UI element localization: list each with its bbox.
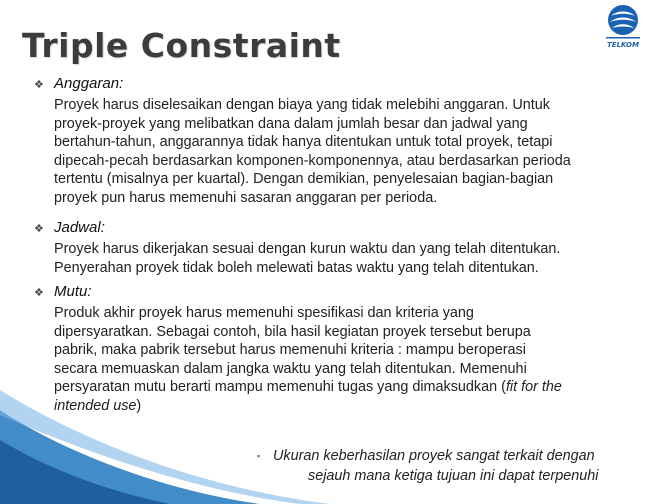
text-line: Penyerahan proyek tidak boleh melewati batas waktu yang telah ditentukan.: [54, 259, 539, 276]
text-line: dipersyaratkan. Sebagai contoh, bila hasil kegiatan proyek tersebut berupa: [54, 323, 531, 340]
text-line: pabrik, maka pabrik tersebut harus memenuhi kriteria : mampu beroperasi: [54, 342, 526, 359]
note-bullet-icon: ▪: [257, 451, 261, 461]
text-line: [54, 397, 644, 416]
bullet-text-mutu: [54, 304, 644, 416]
text-line: bertahun-tahun, anggarannya tidak hanya ditentukan untuk total proyek, tetapi: [54, 134, 553, 151]
bullet-heading-mutu: Mutu:: [54, 283, 92, 300]
text-line: [54, 378, 644, 397]
text-line: Produk akhir proyek harus memenuhi spesifikasi dan kriteria yang: [54, 305, 474, 321]
text-line: Proyek harus dikerjakan sesuai dengan kurun waktu dan yang telah ditentukan.: [54, 241, 561, 257]
text-segment: ): [136, 397, 142, 414]
text-segment: persyaratan mutu berarti mampu memenuhi tugas yang dimaksudkan (: [54, 379, 506, 396]
bullet-heading-jadwal: Jadwal:: [54, 219, 105, 236]
logo-caption: TELKOM: [607, 41, 639, 49]
page-title: Triple Constraint: [22, 26, 341, 65]
bullet-marker-icon: ❖: [34, 222, 44, 235]
text-line: proyek pun harus memenuhi sasaran anggaran per perioda.: [54, 189, 438, 206]
text-segment-italic: intended use: [54, 397, 137, 414]
text-segment-italic: fit for the: [505, 379, 562, 396]
telkom-logo-icon: [600, 2, 646, 60]
text-line: secara memuaskan dalam jangka waktu yang telah ditentukan. Memenuhi: [54, 360, 527, 377]
note-line: Ukuran keberhasilan proyek sangat terkait dengan: [273, 448, 595, 464]
note-line: sejauh mana ketiga tujuan ini dapat terpenuhi: [308, 468, 599, 484]
text-line: proyek-proyek yang melibatkan dana dalam jumlah besar dan jadwal yang: [54, 115, 528, 132]
bullet-marker-icon: ❖: [34, 78, 44, 91]
note-text: [273, 446, 643, 486]
text-line: Proyek harus diselesaikan dengan biaya yang tidak melebihi anggaran. Untuk: [54, 97, 550, 113]
bullet-heading-anggaran: Anggaran:: [54, 75, 124, 92]
text-line: tertentu (misalnya per kuartal). Dengan demikian, penyelesaian bagian-bagian: [54, 171, 554, 188]
text-line: dipecah-pecah berdasarkan komponen-komponennya, atau berdasarkan perioda: [54, 152, 571, 169]
bullet-text-jadwal: [54, 240, 644, 277]
bullet-text-anggaran: [54, 96, 644, 208]
bullet-marker-icon: ❖: [34, 286, 44, 299]
